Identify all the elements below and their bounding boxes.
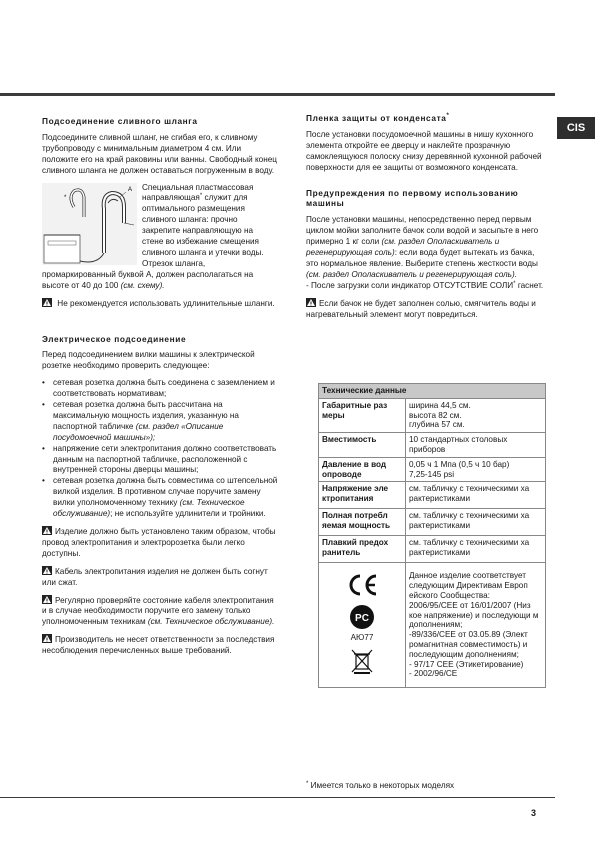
- table-row: Габаритные раз меры ширина 44,5 см. высота 82 см. глубина 57 см.: [319, 398, 546, 432]
- figure-star-label: *: [64, 194, 67, 201]
- svg-text:PC: PC: [355, 613, 369, 625]
- warning-icon: [306, 298, 316, 307]
- language-tab: CIS: [557, 117, 595, 139]
- cert-code: АЮ77: [350, 632, 374, 642]
- hose-height-text: промаркированный буквой А, должен располагаться на высоте от 40 до 100: [42, 269, 254, 290]
- right-column: [306, 113, 546, 327]
- left-column: [42, 116, 278, 663]
- electric-title: Электрическое подсоединение: [42, 333, 187, 344]
- salt-indicator-note: - После загрузки соли индикатор ОТСУТСТВИЕ СОЛИ* гаснет.: [306, 280, 544, 290]
- footnote: * Имеется только в некоторых моделях: [306, 781, 455, 790]
- hose-height-paragraph: [42, 270, 278, 292]
- warning-icon: [42, 526, 52, 535]
- list-item: • сетевая розетка должна быть соединена с заземлением и соответствовать нормативам;: [42, 378, 278, 400]
- drain-hose-paragraph: Подсоедините сливной шланг, не сгибая его, к сливному трубопроводу с минимальным диаметром 4 см. Или положите его на край раковины или ванны. Свободный конец сливного шланга не должен оставаться погруженным в воду.: [42, 132, 277, 175]
- salt-warning: Если бачок не будет заполнен солью, смягчитель воды и нагревательный элемент могут повредиться.: [306, 298, 536, 319]
- table-row: Плавкий предох ранитель см. табличку с техническими ха рактеристиками: [319, 536, 546, 563]
- list-item: • сетевая розетка должна быть совместима со штепсельной вилкой изделия. В противном случае поручите замену вилки уполномоченному технику (см. Техническое обслуживание); не используйте удлинители и тройники.: [42, 476, 278, 520]
- drain-warning-text: Не рекомендуется использовать удлинительные шланги.: [57, 298, 275, 308]
- drain-hose-diagram: [42, 183, 137, 265]
- first-use-paragraph: После установки машины, непосредственно перед первым циклом мойки заполните бачок соли водой и засыпьте в него примерно 1 кг соли (см. раздел Ополаскиватель и регенерирующая соль): если вода будет вытекать из бачка, это нормальное явление. Выберите степень жесткости воды (см. раздел Ополаскиватель и регенерирующая соль).: [306, 215, 539, 279]
- film-text: После установки посудомоечной машины в нишу кухонного элемента откройте ее дверцу и наклейте прозрачную самоклеящуюся полоску снизу деревянной кухонной рабочей поверхности для ее защиты от возможного конденсата.: [306, 129, 542, 172]
- electric-warning-1: Изделие должно быть установлено таким образом, чтобы провод электропитания и электророзетка были легко доступны.: [42, 527, 276, 558]
- electric-checklist: [42, 378, 278, 520]
- list-item: • напряжение сети электропитания должно соответствовать данным на паспортной табличке, расположенной с внутренней стороны дверцы машины;: [42, 444, 278, 477]
- guide-text-c: Отрезок шланга,: [142, 258, 206, 268]
- electric-intro: Перед подсоединением вилки машины к электрической розетке необходимо проверить следующее:: [42, 350, 255, 371]
- electric-warning-2: Кабель электропитания изделия не должен быть согнут или сжат.: [42, 566, 268, 587]
- figure-a-label: A: [128, 186, 133, 193]
- rst-mark-icon: [349, 604, 375, 630]
- table-row: Давление в вод опроводе 0,05 ч 1 Мпа (0,5 ч 10 бар) 7,25-145 psi: [319, 457, 546, 482]
- table-row: Напряжение эле ктропитания см. табличку с техническими ха рактеристиками: [319, 482, 546, 509]
- table-row: Полная потребл яемая мощность см. табличку с техническими ха рактеристиками: [319, 509, 546, 536]
- page-number: 3: [531, 808, 537, 818]
- tech-table-header: Технические данные: [319, 384, 546, 399]
- warning-icon: [42, 634, 52, 643]
- table-row: Вместимость 10 стандартных столовых приборов: [319, 433, 546, 458]
- cert-marks: [319, 563, 406, 688]
- warning-icon: [42, 298, 52, 307]
- drain-figure-row: [42, 183, 278, 270]
- guide-text-b: служит для оптимального размещения сливного шланга: прочно закрепите направляющую на стене во избежание смещения сливного шланга и утечки воды.: [142, 193, 264, 257]
- first-use-title: Предупреждения по первому использованию машины: [306, 187, 519, 209]
- hose-height-ref: (см. схему).: [120, 280, 165, 290]
- tech-data-table: [318, 383, 546, 688]
- ce-mark-icon: [344, 573, 380, 597]
- header-rule: [0, 93, 555, 96]
- weee-bin-icon: [351, 649, 373, 675]
- warning-icon: [42, 566, 52, 575]
- table-row: [319, 563, 546, 688]
- electric-warning-3: Регулярно проверяйте состояние кабеля электропитания и в случае необходимости поручите его замену только уполномоченным техникам (см. Техническое обслуживание).: [42, 595, 275, 627]
- warning-icon: [42, 595, 52, 604]
- guide-description: Специальная пластмассовая направляющая* служит для оптимального размещения сливного шланга: прочно закрепите направляющую на стене во избежание смещения сливного шланга и утечки воды. Отрезок шланга,: [142, 182, 264, 268]
- list-item: • сетевая розетка должна быть рассчитана на максимальную мощность изделия, указанную на паспортной табличке (см. раздел «Описание посудомоечной машины»);: [42, 400, 278, 444]
- guide-text-a: Специальная пластмассовая направляющая: [142, 182, 254, 203]
- footer-rule: [0, 797, 555, 798]
- compliance-text: Данное изделие соответствует следующим Директивам Европ ейского Сообщества: 2006/95/CEE от 16/01/2007 (Низ кое напряжение) и последующи м дополнениям; -89/336/CEE от 03.05.89 (Элект ромагнитная совместимость) и последующим дополнениям; - 97/17 CEE (Этикетирование) - 2002/96/CE: [406, 563, 546, 688]
- drain-warning: [42, 298, 278, 310]
- drain-hose-title: Подсоединение сливного шланга: [42, 116, 198, 126]
- film-title: Пленка защиты от конденсата*: [306, 113, 450, 123]
- electric-warning-4: Производитель не несет ответственности за последствия несоблюдения перечисленных выше требований.: [42, 635, 275, 656]
